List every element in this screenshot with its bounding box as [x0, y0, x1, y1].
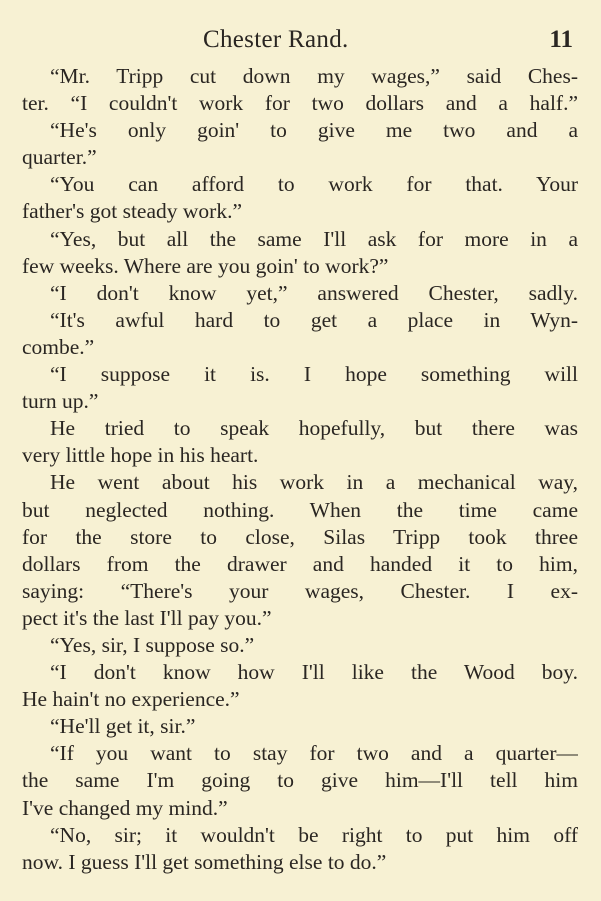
text-line: very little hope in his heart. — [22, 443, 259, 468]
text-line: He hain't no experience.” — [22, 687, 240, 712]
text-line: for the store to close, Silas Tripp took three — [22, 524, 578, 549]
text-line: “If you want to stay for two and a quarter— — [50, 741, 578, 766]
page-header — [0, 18, 601, 58]
text-line: “He's only goin' to give me two and a — [50, 118, 578, 143]
text-line: saying: “There's your wages, Chester. I ex- — [22, 578, 578, 603]
text-line: “Yes, sir, I suppose so.” — [50, 632, 255, 657]
text-line: now. I guess I'll get something else to do.” — [22, 849, 387, 874]
text-line: “I don't know how I'll like the Wood boy. — [50, 660, 578, 685]
text-line: He tried to speak hopefully, but there was — [50, 416, 578, 441]
text-line: dollars from the drawer and handed it to him, — [22, 551, 578, 576]
text-line: turn up.” — [22, 389, 99, 414]
text-line: quarter.” — [22, 145, 97, 170]
text-line: the same I'm going to give him—I'll tell him — [22, 768, 578, 793]
text-line: “You can afford to work for that. Your — [50, 172, 578, 197]
text-line: but neglected nothing. When the time came — [22, 497, 578, 522]
text-line: pect it's the last I'll pay you.” — [22, 605, 272, 630]
text-line: He went about his work in a mechanical way, — [50, 470, 578, 495]
text-line: “He'll get it, sir.” — [50, 714, 196, 739]
text-line: “No, sir; it wouldn't be right to put him off — [50, 822, 578, 847]
text-line: I've changed my mind.” — [22, 795, 228, 820]
page-number: 11 — [549, 26, 573, 53]
text-line: ter. “I couldn't work for two dollars and a half.” — [22, 91, 578, 116]
text-line: combe.” — [22, 334, 95, 359]
text-line: father's got steady work.” — [22, 199, 242, 224]
running-title: Chester Rand. — [203, 26, 349, 53]
text-line: few weeks. Where are you goin' to work?” — [22, 253, 389, 278]
text-line: “Mr. Tripp cut down my wages,” said Ches- — [50, 64, 578, 88]
text-line: “Yes, but all the same I'll ask for more in a — [50, 226, 578, 251]
text-line: “It's awful hard to get a place in Wyn- — [50, 307, 578, 332]
text-line: “I don't know yet,” answered Chester, sadly. — [50, 280, 578, 305]
body-text — [22, 63, 578, 876]
text-line: “I suppose it is. I hope something will — [50, 362, 578, 387]
